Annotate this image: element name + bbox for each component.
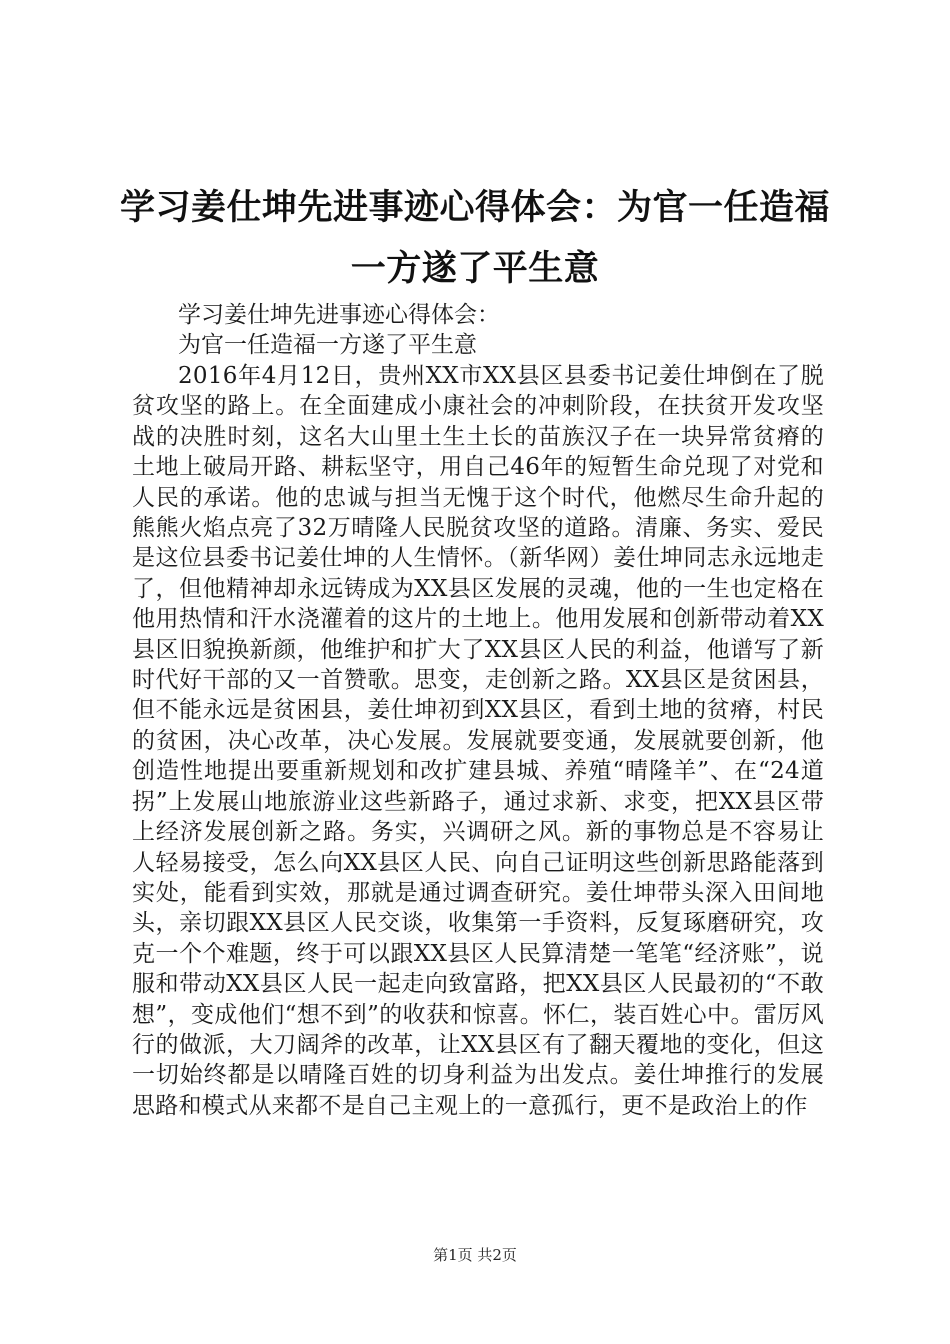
document-title-line-1: 学习姜仕坤先进事迹心得体会：为官一任造福 [119,188,830,228]
body-paragraph: 2016年4月12日，贵州XX市XX县区县委书记姜仕坤倒在了脱贫攻坚的路上。在全面建成小康社会的冲刺阶段，在扶贫开发攻坚战的决胜时刻，这名大山里土生土长的苗族汉子在一块异常贫瘠的土地上破局开路、耕耘坚守，用自己46年的短暂生命兑现了对党和人民的承诺。他的忠诚与担当无愧于这个时代，他燃尽生命升起的熊熊火焰点亮了32万晴隆人民脱贫攻坚的道路。清廉、务实、爱民是这位县委书记姜仕坤的人生情怀。（新华网）姜仕坤同志永远地走了，但他精神却永远铸成为XX县区发展的灵魂，他的一生也定格在他用热情和汗水浇灌着的这片的土地上。他用发展和创新带动着XX县区旧貌换新颜，他维护和扩大了XX县区人民的利益，他谱写了新时代好干部的又一首赞歌。思变，走创新之路。XX县区是贫困县，但不能永远是贫困县，姜仕坤初到XX县区，看到土地的贫瘠，村民的贫困，决心改革，决心发展。发展就要变通，发展就要创新，他创造性地提出要重新规划和改扩建县城、养殖“晴隆羊”、在“24道拐”上发展山地旅游业这些新路子，通过求新、求变，把XX县区带上经济发展创新之路。务实，兴调研之风。新的事物总是不容易让人轻易接受，怎么向XX县区人民、向自己证明这些创新思路能落到实处，能看到实效，那就是通过调查研究。姜仕坤带头深入田间地头，亲切跟XX县区人民交谈，收集第一手资料，反复琢磨研究，攻克一个个难题，终于可以跟XX县区人民算清楚一笔笔“经济账”，说服和带动XX县区人民一起走向致富路，把XX县区人民最初的“不敢想”，变成他们“想不到”的收获和惊喜。怀仁，装百姓心中。雷厉风行的做派，大刀阔斧的改革，让XX县区有了翻天覆地的变化，但这一切始终都是以晴隆百姓的切身利益为出发点。姜仕坤推行的发展思路和模式从来都不是自己主观上的一意孤行，更不是政治上的作 [132,363,824,1119]
subtitle-line-2: 为官一任造福一方遂了平生意 [178,332,477,358]
subtitle-line-1: 学习姜仕坤先进事迹心得体会： [178,302,500,328]
page-number-footer: 第1页 共2页 [433,1246,517,1264]
document-title-line-2: 一方遂了平生意 [350,249,600,289]
